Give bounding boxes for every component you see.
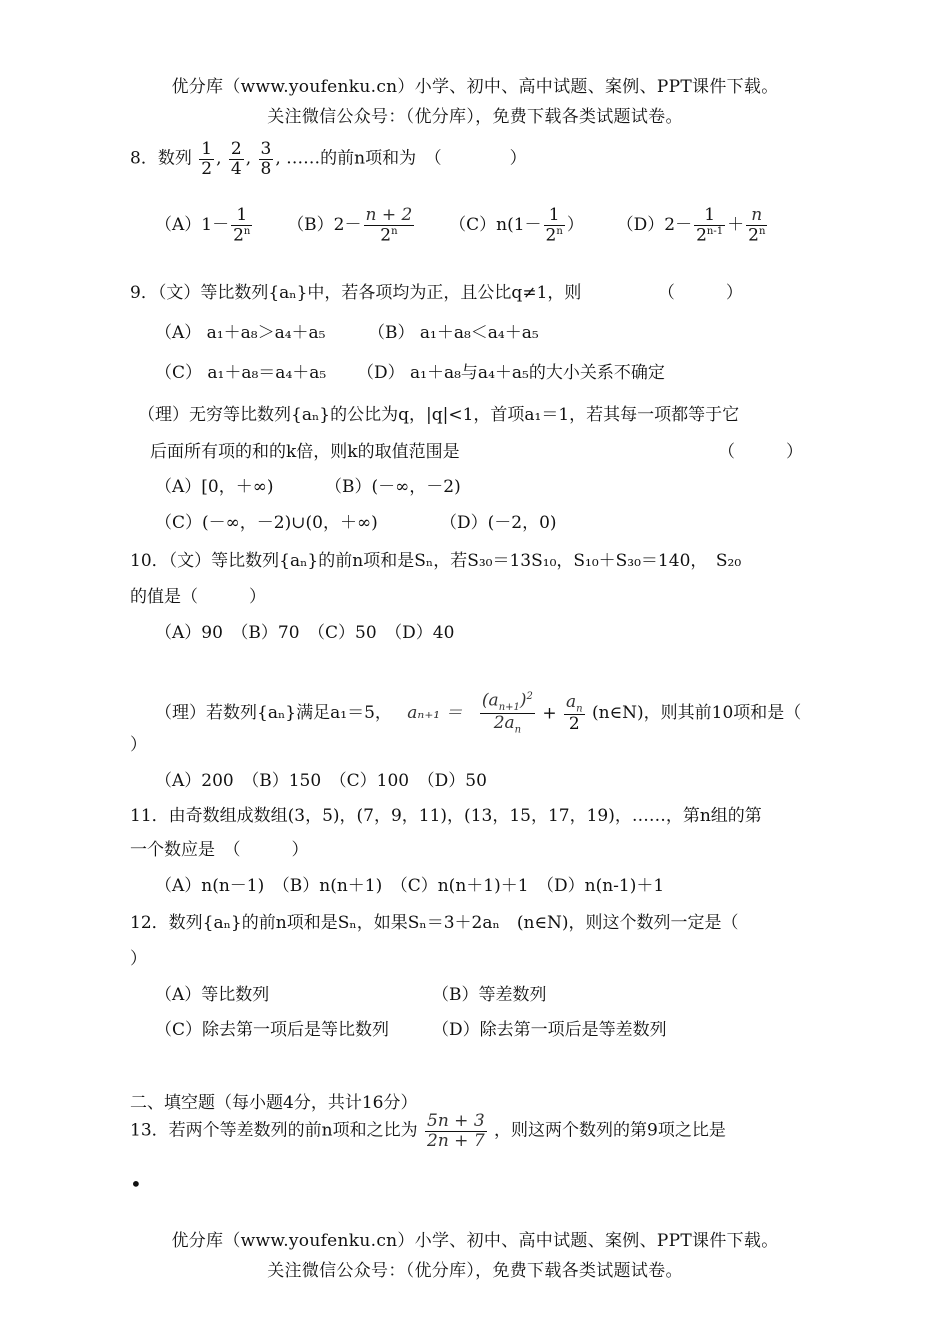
q10-options: （A）90 （B）70 （C）50 （D）40 [155,623,455,643]
q12-option-c: （C）除去第一项后是等比数列 [155,1020,390,1040]
header-line-1: 优分库（www.youfenku.cn）小学、初中、高中试题、案例、PPT课件下载。 [171,77,779,97]
footer-line-2: 关注微信公众号：（优分库），免费下载各类试题试卷。 [267,1261,683,1281]
q10-li-frac-2: $\frac{a_n}{2}$ [565,691,583,735]
q12-option-b: （B）等差数列 [432,985,547,1005]
footer-line-1: 优分库（www.youfenku.cn）小学、初中、高中试题、案例、PPT课件下载。 [171,1231,779,1251]
q12-option-a: （A）等比数列 [155,985,270,1005]
q8-option-a: （A）1－ $\frac{1}{2^n}$ [155,205,251,246]
q10-li-options: （A）200 （B）150 （C）100 （D）50 [155,771,487,791]
q11-options: （A）n(n－1) （B）n(n＋1) （C）n(n＋1)＋1 （D）n(n-1)＋1 [155,876,665,896]
question-11-stem-2: 一个数应是 （ ） [130,840,309,860]
q13-blank-dot: • [130,1172,142,1196]
q9-option-c: （C） a₁＋a₈＝a₄＋a₅ [155,363,327,383]
question-10-stem: 10．（文）等比数列{aₙ}的前n项和是Sₙ，若S₃₀＝13S₁₀，S₁₀＋S₃₀＝140， S₂₀ [130,551,742,571]
q8-option-b: （B）2－ $\frac{n + 2}{2^n}$ [287,205,413,246]
q9-li-option-d: （D）(－2，0) [440,513,557,533]
q8-suffix: ……的前n项和为 （ ） [286,148,527,169]
q10-li-frac-1: $\frac{(a_{n+1})^2}{2a_n}$ [481,690,533,736]
q9-option-b: （B） a₁＋a₈＜a₄＋a₅ [368,323,539,343]
q8-frac-3: $\frac{3}{8}$ [260,139,272,179]
section-2-title: 二、填空题（每小题4分，共计16分） [130,1093,418,1113]
q9-li-option-a: （A）[0，＋∞) [155,477,274,497]
question-11-stem: 11．由奇数组成数组(3，5)，(7，9，11)，(13，15，17，19)，……，第n组的第 [130,806,762,826]
q12-option-d: （D）除去第一项后是等差数列 [432,1020,667,1040]
q9-li-option-b: （B）(－∞，－2) [325,477,461,497]
q8-option-c: （C）n(1－ $\frac{1}{2^n}$ ） [449,205,584,246]
question-13-stem: 13．若两个等差数列的前n项和之比为 $\frac{5n + 3}{2n + 7}$ ，则这两个数列的第9项之比是 [130,1111,726,1151]
question-9-stem: 9．（文）等比数列{aₙ}中，若各项均为正，且公比q≠1，则 （ ） [130,283,743,303]
q8-frac-2: $\frac{2}{4}$ [230,139,242,179]
question-10-stem-2: 的值是（ ） [130,587,266,607]
question-12-stem: 12．数列{aₙ}的前n项和是Sₙ，如果Sₙ＝3＋2aₙ (n∈N)，则这个数列一定是（ [130,913,739,933]
q9-option-d: （D） a₁＋a₈与a₄＋a₅的大小关系不确定 [357,363,665,383]
q8-prefix: 8．数列 [130,148,192,169]
question-8-options [155,206,769,245]
q13-frac: $\frac{5n + 3}{2n + 7}$ [427,1111,485,1151]
question-8-stem: 8．数列 $\frac{1}{2}$ , $\frac{2}{4}$ , $\frac{3}{8}$ , ……的前n项和为 （ ） [130,139,527,179]
q9-li-answer-paren: （ ） [718,442,803,462]
header-line-2: 关注微信公众号：（优分库），免费下载各类试题试卷。 [267,107,683,127]
q10-li-stem: （理）若数列{aₙ}满足a₁＝5， aₙ₊₁ ＝ $\frac{(a_{n+1})^2}{2a_n}$ + $\frac{a_n}{2}$ (n∈N)，则其前10项和是（ [155,690,802,736]
q9-li-line-2: 后面所有项的和的k倍，则k的取值范围是 [150,442,460,462]
q9-li-option-c: （C）(－∞，－2)∪(0，＋∞) [155,513,378,533]
q8-option-d: （D）2－ $\frac{1}{2^{n-1}}$ ＋ $\frac{n}{2^n}$ [616,205,766,246]
q9-option-a: （A） a₁＋a₈＞a₄＋a₅ [155,323,326,343]
question-12-stem-2: ） [130,949,147,969]
q8-frac-1: $\frac{1}{2}$ [201,139,213,179]
q10-li-close: ） [130,735,147,755]
q9-li-line-1: （理）无穷等比数列{aₙ}的公比为q，|q|<1，首项a₁＝1，若其每一项都等于它 [138,405,740,425]
